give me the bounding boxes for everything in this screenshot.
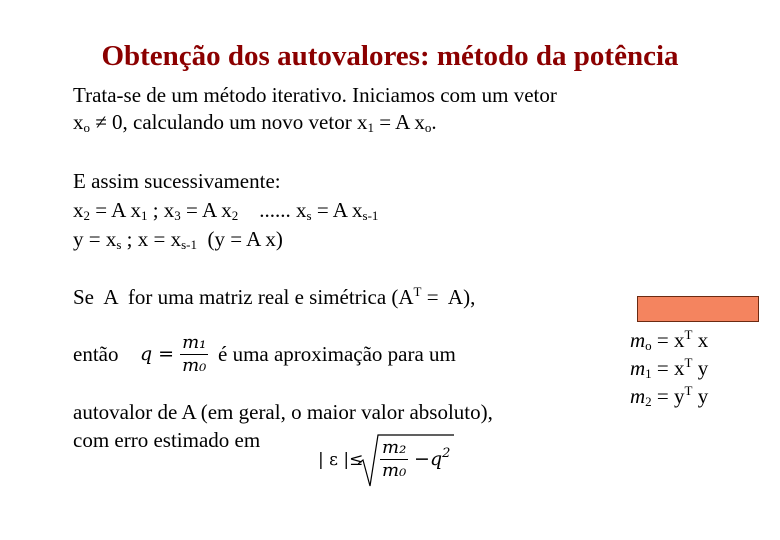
subscript: 2 [83, 208, 90, 223]
superscript: T [684, 355, 693, 370]
q-squared [430, 448, 450, 470]
text-fragment: x [73, 110, 84, 134]
text-fragment: y [692, 384, 709, 408]
formula-symbol: q [140, 343, 153, 365]
text-fragment: ; x = x [121, 227, 182, 251]
numerator: m₂ [382, 437, 407, 458]
subscript: 1 [645, 366, 652, 381]
text-fragment: = A x [311, 198, 363, 222]
formula-symbol: q [430, 448, 443, 470]
text-fragment: = A x [373, 110, 425, 134]
eigenvalue-text-line-2: com erro estimado em [73, 428, 261, 452]
superscript: T [684, 383, 693, 398]
subscript: s-1 [181, 237, 197, 252]
subscript: s [116, 237, 122, 252]
text-fragment: ; x [147, 198, 175, 222]
iteration-intro: E assim sucessivamente: [73, 169, 281, 193]
subscript: o [83, 120, 90, 135]
subscript: s-1 [362, 208, 379, 223]
text-fragment: (y = A x) [196, 227, 283, 251]
text-fragment: = x [651, 328, 685, 352]
text-fragment: m [630, 328, 646, 352]
symmetric-condition [73, 284, 475, 311]
denominator: m₀ [382, 460, 407, 481]
text-fragment: = x [651, 356, 685, 380]
definition-m1 [630, 355, 708, 382]
formula-symbol: − [414, 448, 430, 470]
superscript: T [413, 284, 422, 299]
eigenvalue-text-line-1: autovalor de A (em geral, o maior valor absoluto), [73, 400, 493, 424]
text-fragment: x [692, 328, 709, 352]
formula-symbol: = [158, 343, 175, 365]
subscript: 2 [645, 394, 652, 409]
superscript: T [684, 327, 693, 342]
subscript: s [306, 208, 312, 223]
text-fragment: y [692, 356, 709, 380]
numerator: m₁ [182, 331, 207, 353]
subscript: 1 [367, 120, 374, 135]
subscript: o [645, 338, 652, 353]
text-fragment: = A x [180, 198, 232, 222]
fraction [180, 332, 208, 377]
subscript: 1 [140, 208, 148, 223]
error-bound-lhs: | ε |≤ [318, 450, 364, 470]
text-fragment: ≠ 0, calculando um novo vetor x [90, 110, 368, 134]
highlight-box [637, 296, 759, 322]
superscript: 2 [442, 446, 451, 461]
text-fragment: . [431, 110, 437, 134]
rayleigh-quotient-formula [140, 328, 208, 380]
subscript: 2 [231, 208, 239, 223]
text-fragment: y = x [73, 227, 117, 251]
definition-m2 [630, 383, 708, 410]
definition-m0 [630, 327, 708, 354]
text-fragment: m [630, 384, 646, 408]
subscript: 3 [174, 208, 181, 223]
denominator: m₀ [182, 354, 207, 376]
slide-title: Obtenção dos autovalores: método da potência [101, 40, 679, 72]
text-fragment: = A), [421, 285, 476, 309]
text-fragment: x [73, 198, 84, 222]
intro-line-1: Trata-se de um método iterativo. Iniciamos com um vetor [73, 83, 557, 107]
intro-line-2 [73, 109, 437, 136]
then-label: então [73, 342, 119, 366]
text-fragment: m [630, 356, 646, 380]
text-fragment: = A x [90, 198, 141, 222]
iteration-assignment [73, 226, 283, 253]
text-fragment: ...... x [238, 198, 307, 222]
approximation-text: é uma aproximação para um [218, 342, 456, 366]
iteration-sequence [73, 197, 378, 224]
fraction [380, 437, 408, 482]
text-fragment: = y [651, 384, 685, 408]
subscript: o [424, 120, 432, 135]
text-fragment: Se A for uma matriz real e simétrica (A [73, 285, 414, 309]
